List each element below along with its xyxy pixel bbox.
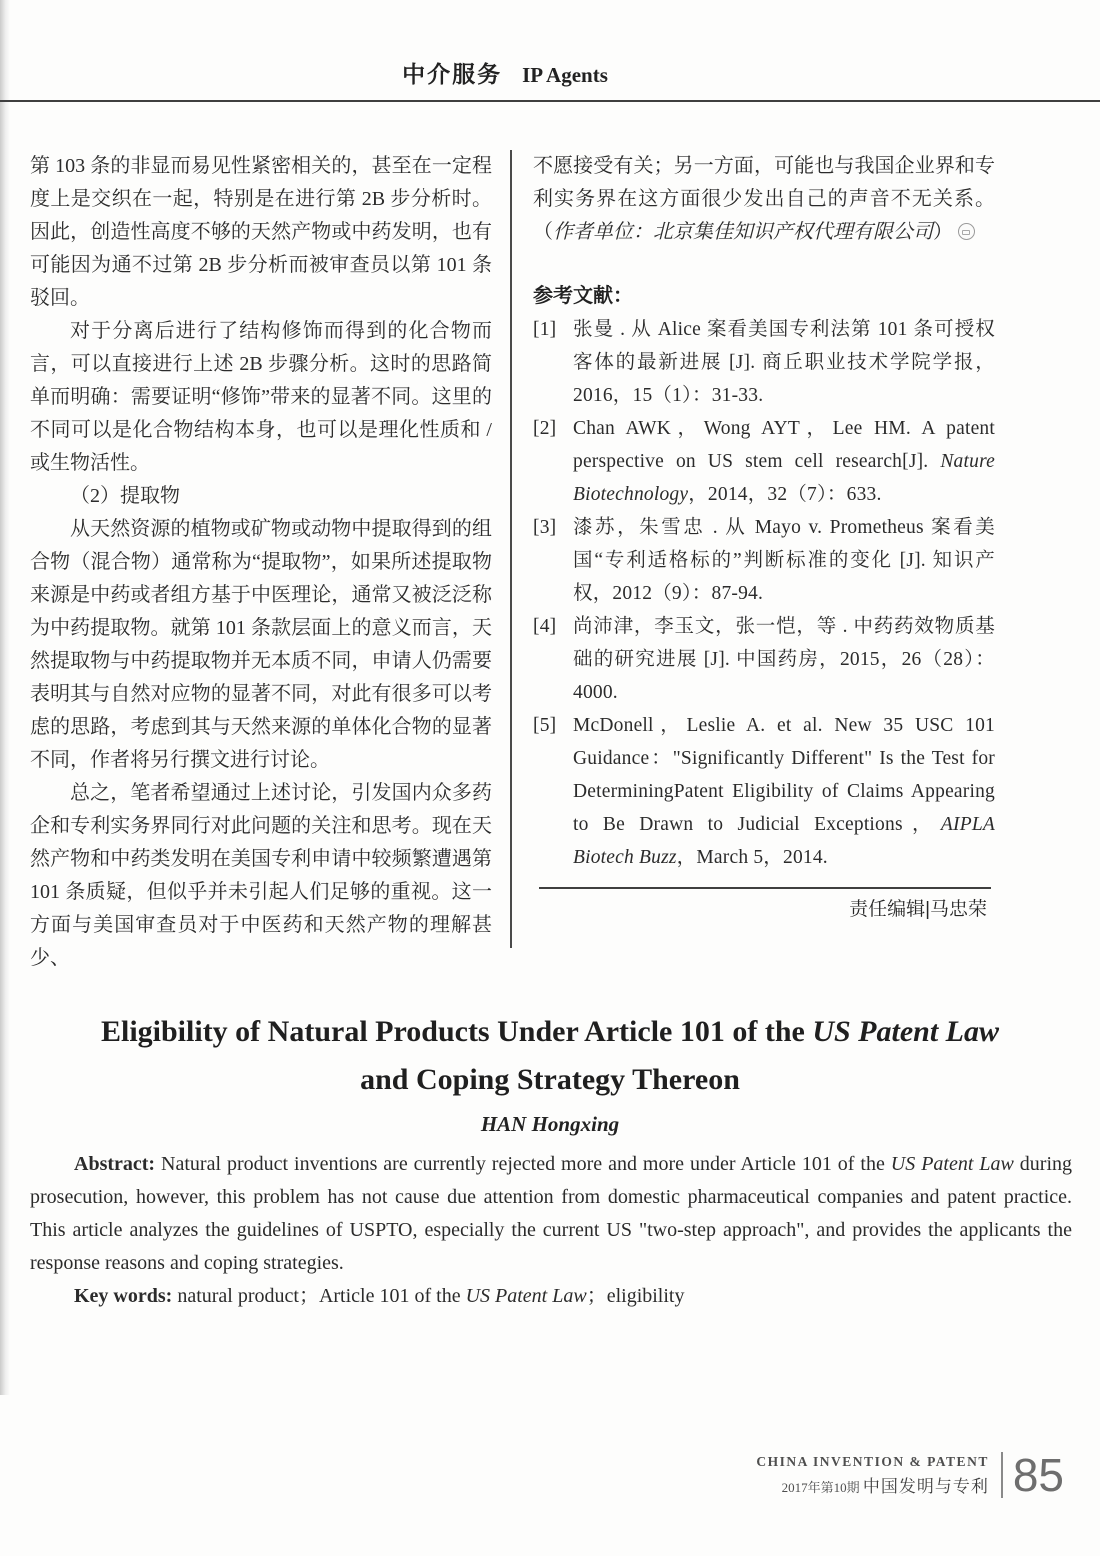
text-segment: 尚沛津，李玉文，张一恺，等 . 中药药效物质基础的研究进展 [J]. 中国药房，2015，26（28）：4000.: [573, 616, 995, 703]
journal-issue-line: [756, 1472, 988, 1497]
text-segment: 漆苏，朱雪忠 . 从 Mayo v. Prometheus 案看美国“专利适格标的”判断标准的变化 [J]. 知识产权，2012（9）：87-94.: [573, 517, 995, 604]
reference-number: [5]: [533, 715, 557, 736]
abstract-block: [30, 1148, 1072, 1313]
text-segment: during prosecution, however, this problem has not cause due attention from domestic pharmaceutical companies and patent practice. This article analyzes the guidelines of USPTO, especially the current US "two-step approach", and provides the applicants the response reasons and coping strategies.: [30, 1153, 1072, 1274]
text-segment: 不愿接受有关；另一方面，可能也与我国企业界和专利实务界在这方面很少发出自己的声音不无关系。（: [533, 155, 995, 243]
reference-text: [573, 412, 995, 511]
reference-item: [533, 610, 995, 709]
reference-item: [533, 412, 995, 511]
body-paragraph: （2）提取物: [70, 485, 180, 507]
reference-text: [573, 709, 995, 874]
text-segment: McDonell，Leslie A. et al. New 35 USC 101 Guidance："Significantly Different" Is the Test for DeterminingPatent Eligibility of Claims Appearing to Be Drawn to Judicial Exceptions，: [573, 715, 995, 835]
reference-text: [573, 313, 995, 412]
reference-text: [573, 610, 995, 709]
text-segment: Abstract:: [74, 1153, 156, 1175]
body-paragraph: 从天然资源的植物或矿物或动物中提取得到的组合物（混合物）通常称为“提取物”，如果所述提取物来源是中药或者组方基于中医理论，通常又被泛泛称为中药提取物。就第 101 条款层面上的意义而言，天然提取物与中药提取物并无本质不同，申请人仍需要表明其与自然对应物的显著不同，对此有很多可以考虑的思路，考虑到其与天然来源的单体化合物的显著不同，作者将另行撰文进行讨论。: [30, 518, 492, 771]
english-title-line1: [101, 1015, 999, 1048]
page-header: [0, 56, 1055, 89]
text-segment: US Patent Law: [465, 1285, 587, 1307]
reference-number: [1]: [533, 319, 557, 340]
text-segment: US Patent Law: [890, 1153, 1014, 1175]
body-paragraph: 对于分离后进行了结构修饰而得到的化合物而言，可以直接进行上述 2B 步骤分析。这时的思路简单而明确：需要证明“修饰”带来的显著不同。这里的不同可以是化合物结构本身，也可以是理化性质和 / 或生物活性。: [30, 320, 492, 474]
continuation-paragraph: [533, 150, 995, 249]
reference-number: [3]: [533, 517, 557, 538]
journal-name-en: CHINA INVENTION & PATENT: [756, 1453, 989, 1469]
text-segment: Nature Biotechnology: [573, 451, 995, 505]
text-segment: 张曼 . 从 Alice 案看美国专利法第 101 条可授权客体的最新进展 [J]. 商丘职业技术学院学报，2016，15（1）：31-33.: [573, 319, 995, 406]
journal-name-cn: 中国发明与专利: [862, 1476, 989, 1496]
text-segment: ，2014，32（7）：633.: [688, 484, 882, 505]
references-heading: 参考文献：: [533, 285, 633, 307]
text-segment: ；eligibility: [586, 1285, 685, 1307]
text-segment: US Patent Law: [812, 1015, 1000, 1048]
left-column: [30, 150, 492, 975]
reference-number: [4]: [533, 616, 557, 637]
text-segment: ，March 5，2014.: [676, 847, 828, 868]
scan-edge-artifact: [0, 0, 10, 1395]
text-segment: natural product；Article 101 of the: [172, 1285, 466, 1307]
keywords-line: [30, 1280, 1072, 1313]
reference-item: [533, 511, 995, 610]
issue-label: 2017年第10期: [781, 1479, 863, 1495]
english-title: [0, 1008, 1100, 1104]
reference-item: [533, 709, 995, 874]
footer-divider-bar: [1001, 1452, 1003, 1498]
english-title-line2: and Coping Strategy Thereon: [360, 1063, 740, 1096]
text-segment: Key words:: [74, 1285, 173, 1307]
header-rule: [0, 100, 1100, 102]
editor-note: 责任编辑|马忠荣: [849, 899, 987, 920]
section-title-en: IP Agents: [522, 63, 608, 87]
editor-note-rule: [539, 887, 991, 889]
section-title-cn: 中介服务: [402, 61, 503, 87]
journal-meta: [756, 1454, 988, 1497]
text-segment: AIPLA Biotech Buzz: [573, 814, 995, 868]
text-segment: 作者单位：北京集佳知识产权代理有限公司: [553, 221, 933, 243]
text-segment: Eligibility of Natural Products Under Article 101 of the: [100, 1015, 813, 1048]
text-segment: ）: [933, 221, 953, 243]
page-footer: [756, 1449, 1064, 1501]
text-segment: Chan AWK，Wong AYT，Lee HM. A patent perspective on US stem cell research[J].: [573, 418, 995, 472]
reference-item: [533, 313, 995, 412]
continuation-text: [533, 155, 995, 243]
body-paragraph: 总之，笔者希望通过上述讨论，引发国内众多药企和专利实务界同行对此问题的关注和思考。现在天然产物和中药类发明在美国专利申请中较频繁遭遇第 101 条质疑，但似乎并未引起人们足够的重视。这一方面与美国审查员对于中医药和天然产物的理解甚少、: [30, 782, 492, 969]
abstract-paragraph: [30, 1148, 1072, 1280]
column-divider: [510, 150, 512, 948]
reference-text: [573, 511, 995, 610]
end-of-article-icon: [958, 223, 975, 240]
page-number: 85: [1012, 1449, 1064, 1501]
right-column: [533, 150, 995, 975]
author-name: HAN Hongxing: [480, 1112, 620, 1136]
text-segment: Natural product inventions are currently rejected more and more under Article 101 of the: [155, 1153, 891, 1175]
two-column-body: [30, 150, 996, 975]
reference-number: [2]: [533, 418, 557, 439]
body-paragraph: 第 103 条的非显而易见性紧密相关的，甚至在一定程度上是交织在一起，特别是在进行第 2B 步分析时。因此，创造性高度不够的天然产物或中药发明，也有可能因为通不过第 2B 步分析而被审查员以第 101 条驳回。: [30, 155, 492, 309]
references-list: [533, 313, 995, 874]
